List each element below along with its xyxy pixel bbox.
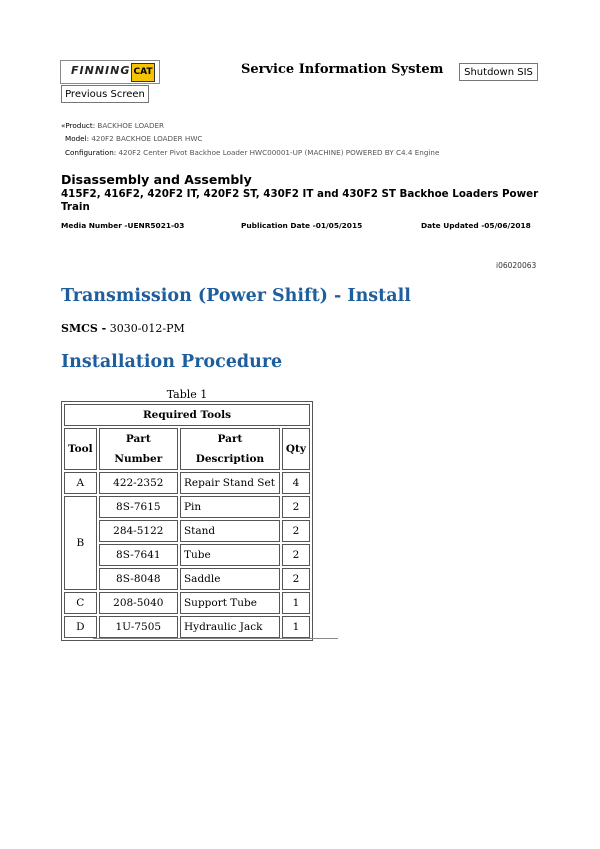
smcs-label: SMCS - [61, 322, 107, 335]
tool-cell: C [64, 592, 97, 614]
qty-cell: 2 [282, 520, 310, 542]
part-number-cell: 422-2352 [99, 472, 178, 494]
model-line [65, 134, 202, 143]
part-number-cell: 208-5040 [99, 592, 178, 614]
part-description-cell: Repair Stand Set [180, 472, 280, 494]
table-caption: Table 1 [166, 388, 208, 401]
collapse-arrow-icon[interactable]: « [61, 121, 66, 130]
smcs-code [61, 322, 185, 335]
qty-cell: 1 [282, 592, 310, 614]
model-value: 420F2 BACKHOE LOADER HWC [91, 134, 203, 143]
document-heading: Disassembly and Assembly [61, 172, 252, 187]
qty-cell: 4 [282, 472, 310, 494]
part-description-cell: Saddle [180, 568, 280, 590]
document-subtitle: 415F2, 416F2, 420F2 IT, 420F2 ST, 430F2 IT and 430F2 ST Backhoe Loaders Power Train [61, 188, 539, 213]
table-row [64, 544, 310, 566]
model-label: Model: [65, 134, 90, 143]
column-header-qty: Qty [282, 428, 310, 470]
date-updated: Date Updated -05/06/2018 [421, 221, 531, 230]
part-number-cell: 8S-7615 [99, 496, 178, 518]
column-header-tool: Tool [64, 428, 97, 470]
part-number-cell: 284-5122 [99, 520, 178, 542]
section-divider [93, 638, 338, 639]
table-row [64, 520, 310, 542]
media-number: Media Number -UENR5021-03 [61, 221, 185, 230]
table-row [64, 568, 310, 590]
qty-cell: 2 [282, 496, 310, 518]
product-line [61, 121, 164, 130]
part-description-cell: Pin [180, 496, 280, 518]
part-description-cell: Support Tube [180, 592, 280, 614]
part-number-cell: 8S-7641 [99, 544, 178, 566]
configuration-line [65, 148, 439, 157]
table-row [64, 496, 310, 518]
section-heading: Installation Procedure [61, 352, 283, 372]
column-header-part-number: Part Number [99, 428, 178, 470]
illustration-id: i06020063 [496, 261, 537, 270]
part-description-cell: Hydraulic Jack [180, 616, 280, 638]
table-row [64, 592, 310, 614]
previous-screen-button[interactable]: Previous Screen [61, 85, 149, 103]
configuration-value: 420F2 Center Pivot Backhoe Loader HWC00001-UP (MACHINE) POWERED BY C4.4 Engine [118, 148, 440, 157]
shutdown-sis-button[interactable]: Shutdown SIS [459, 63, 538, 81]
publication-date: Publication Date -01/05/2015 [241, 221, 363, 230]
part-number-cell: 1U-7505 [99, 616, 178, 638]
cat-logo-icon: CAT [131, 63, 155, 82]
table-title: Required Tools [64, 404, 310, 426]
table-row [64, 472, 310, 494]
part-description-cell: Tube [180, 544, 280, 566]
configuration-label: Configuration: [65, 148, 117, 157]
table-row [64, 616, 310, 638]
tool-cell: B [64, 496, 97, 590]
part-number-cell: 8S-8048 [99, 568, 178, 590]
qty-cell: 1 [282, 616, 310, 638]
column-header-part-description: Part Description [180, 428, 280, 470]
page-title: Transmission (Power Shift) - Install [61, 286, 411, 306]
required-tools-table [61, 401, 313, 641]
part-description-cell: Stand [180, 520, 280, 542]
system-title: Service Information System [241, 62, 444, 77]
finning-cat-logo [60, 60, 160, 84]
tool-cell: A [64, 472, 97, 494]
finning-logo-text: FINNING [71, 64, 131, 77]
qty-cell: 2 [282, 544, 310, 566]
qty-cell: 2 [282, 568, 310, 590]
product-label: Product: [65, 121, 96, 130]
smcs-value: 3030-012-PM [109, 322, 185, 335]
tool-cell: D [64, 616, 97, 638]
product-value: BACKHOE LOADER [97, 121, 165, 130]
